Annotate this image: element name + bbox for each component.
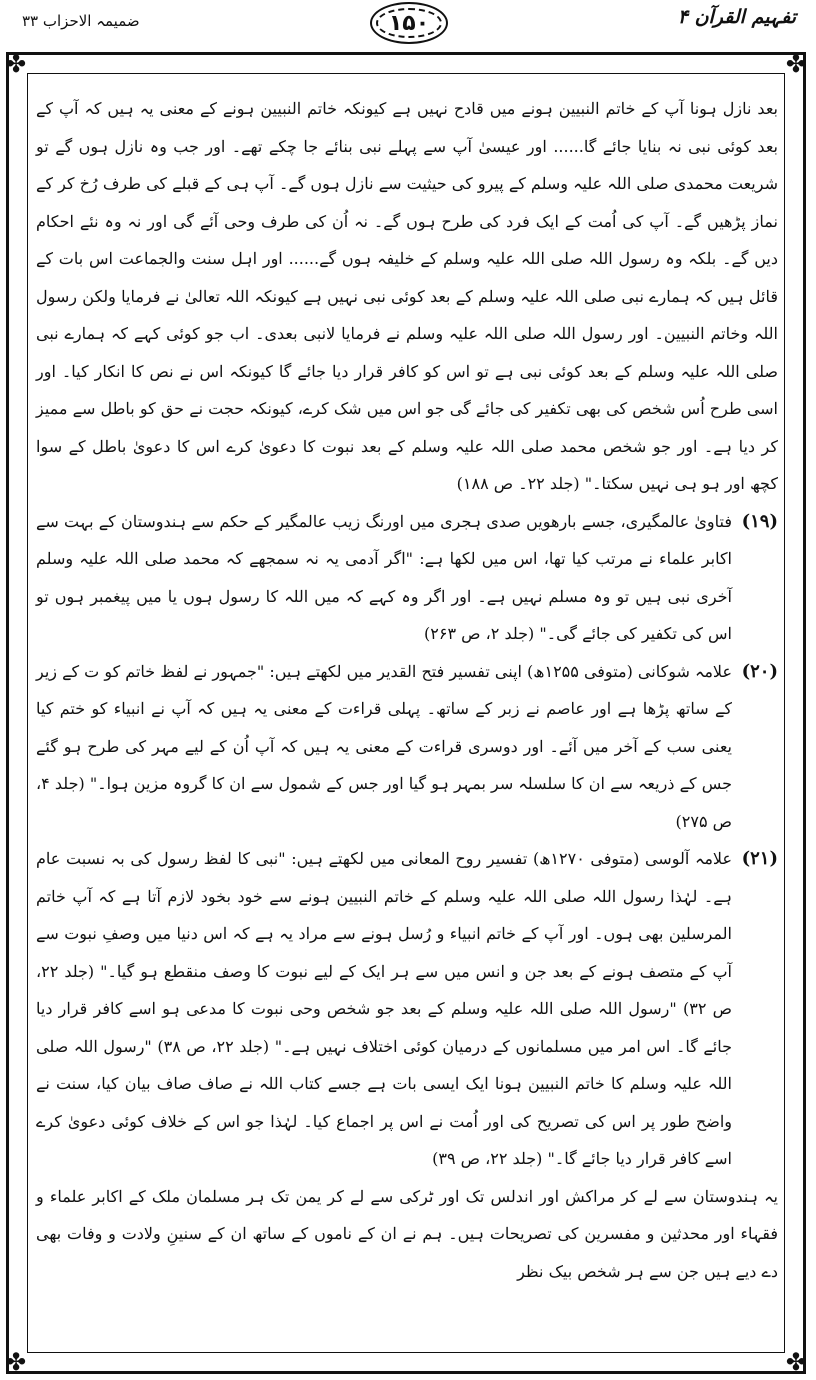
numbered-item-20 — [36, 653, 778, 841]
paragraph-closing: یہ ہندوستان سے لے کر مراکش اور اندلس تک اور ٹرکی سے لے کر یمن تک ہر مسلمان ملک کے اکابر علماء و فقہاء اور محدثین و مفسرین کی تصریحات ہیں۔ ہم نے ان کے ناموں کے ساتھ ان کے سنینِ ولادت و وفات بھی دے دیے ہیں جن سے ہر شخص بیک نظر — [36, 1186, 778, 1281]
page-number-badge — [370, 2, 448, 44]
corner-ornament-icon: ✤ — [785, 1348, 806, 1376]
item-text: علامہ شوکانی (متوفی ۱۲۵۵ھ) اپنی تفسیر فتح القدیر میں لکھتے ہیں: "جمہور نے لفظ خاتم کو ت کے زیر کے ساتھ پڑھا ہے اور عاصم نے زبر کے ساتھ۔ پہلی قراءت کے معنی یہ ہیں کہ آپ نے انبیاء کو ختم کیا یعنی سب کے آخر میں آئے۔ اور دوسری قراءت کے معنی یہ ہیں کہ آپ اُن کے لیے مہر کی طرح ہو گئے جس کے ذریعہ سے ان کا سلسلہ سر بمہر ہو گیا اور جس کے شمول سے ان کا گروہ مزین ہوا۔" (جلد ۴، ص ۲۷۵) — [36, 661, 733, 831]
section-title: ضمیمہ الاحزاب ۳۳ — [22, 12, 140, 30]
book-title: تفہیم القرآن ۴ — [677, 6, 796, 28]
item-number: (۱۹) — [741, 510, 778, 532]
page-number: ۱۵۰ — [388, 10, 430, 36]
paragraph-intro: بعد نازل ہونا آپ کے خاتم النبیین ہونے میں قادح نہیں ہے کیونکہ خاتم النبیین ہونے کے معنی یہ ہیں کہ آپ کے بعد کوئی نبی نہ بنایا جائے گا...... اور عیسیٰ آپ سے پہلے نبی بنائے جا چکے تھے۔ اور جب وہ نازل ہوں گے تو شریعت محمدی صلی اللہ علیہ وسلم کے پیرو کی حیثیت سے نازل ہوں گے۔ آپ ہی کے قبلے کی طرف رُخ کر کے نماز پڑھیں گے۔ آپ کی اُمت کے ایک فرد کی طرح ہوں گے۔ نہ اُن کی طرف وحی آئے گی اور نہ وہ نئے احکام دیں گے۔ بلکہ وہ رسول اللہ صلی اللہ علیہ وسلم کے خلیفہ ہوں گے...... اور اہل سنت والجماعت اس بات کے قائل ہیں کہ ہمارے نبی صلی اللہ علیہ وسلم کے بعد کوئی نبی نہیں ہے کیونکہ اللہ تعالیٰ نے فرمایا ولکن رسول اللہ وخاتم النبیین۔ اور رسول اللہ صلی اللہ علیہ وسلم نے فرمایا لانبی بعدی۔ اب جو کوئی کہے کہ ہمارے نبی صلی اللہ علیہ وسلم کے بعد کوئی نبی ہے تو اس کو کافر قرار دیا جائے گا کیونکہ اس نے نص کا انکار کیا۔ اور اسی طرح اُس شخص کی بھی تکفیر کی جائے گی جو اس میں شک کرے، کیونکہ حجت نے حق کو باطل سے ممیز کر دیا ہے۔ اور جو شخص محمد صلی اللہ علیہ وسلم کے بعد نبوت کا دعویٰ کرے اس کا دعویٰ باطل کے سوا کچھ اور ہو ہی نہیں سکتا۔" (جلد ۲۲۔ ص ۱۸۸) — [36, 99, 779, 493]
numbered-item-19 — [36, 503, 778, 653]
item-text: علامہ آلوسی (متوفی ۱۲۷۰ھ) تفسیر روح المعانی میں لکھتے ہیں: "نبی کا لفظ رسول کی بہ نسبت عام ہے۔ لہٰذا رسول اللہ صلی اللہ علیہ وسلم کے خاتم النبیین ہونے سے خود بخود لازم آتا ہے کہ آپ خاتم المرسلین بھی ہوں۔ اور آپ کے خاتم انبیاء و رُسل ہونے سے مراد یہ ہے کہ اس دنیا میں وصفِ نبوت سے آپ کے متصف ہونے کے بعد جن و انس میں سے ہر ایک کے لیے نبوت کا وصف منقطع ہو گیا۔" (جلد ۲۲، ص ۳۲) "رسول اللہ صلی اللہ علیہ وسلم کے بعد جو شخص وحی نبوت کا مدعی ہو اسے کافر قرار دیا جائے گا۔ اس امر میں مسلمانوں کے درمیان کوئی اختلاف نہیں ہے۔" (جلد ۲۲، ص ۳۸) "رسول اللہ صلی اللہ علیہ وسلم کا خاتم النبیین ہونا ایک ایسی بات ہے جسے کتاب اللہ نے صاف صاف بیان کیا، سنت نے واضح طور پر اس کی تصریح کی اور اُمت نے اس پر اجماع کیا۔ لہٰذا جو اس کے خلاف کوئی دعویٰ کرے اسے کافر قرار دیا جائے گا۔" (جلد ۲۲، ص ۳۹) — [36, 849, 733, 1168]
page-body — [36, 90, 778, 1290]
item-number: (۲۱) — [741, 848, 778, 869]
item-text: فتاویٰ عالمگیری، جسے بارھویں صدی ہجری میں اورنگ زیب عالمگیر کے حکم سے ہندوستان کے بہت سے اکابر علماء نے مرتب کیا تھا، اس میں لکھا ہے: "اگر آدمی یہ نہ سمجھے کہ محمد صلی اللہ علیہ وسلم آخری نبی ہیں تو وہ مسلم نہیں ہے۔ اور اگر وہ کہے کہ میں اللہ کا رسول ہوں یا میں پیغمبر ہوں تو اس کی تکفیر کی جائے گی۔" (جلد ۲، ص ۲۶۳) — [36, 511, 732, 643]
corner-ornament-icon: ✤ — [6, 50, 27, 78]
item-number: (۲۰) — [741, 660, 778, 682]
page-header — [0, 0, 816, 50]
numbered-item-21 — [36, 840, 778, 1178]
corner-ornament-icon: ✤ — [785, 50, 806, 78]
corner-ornament-icon: ✤ — [6, 1348, 27, 1376]
